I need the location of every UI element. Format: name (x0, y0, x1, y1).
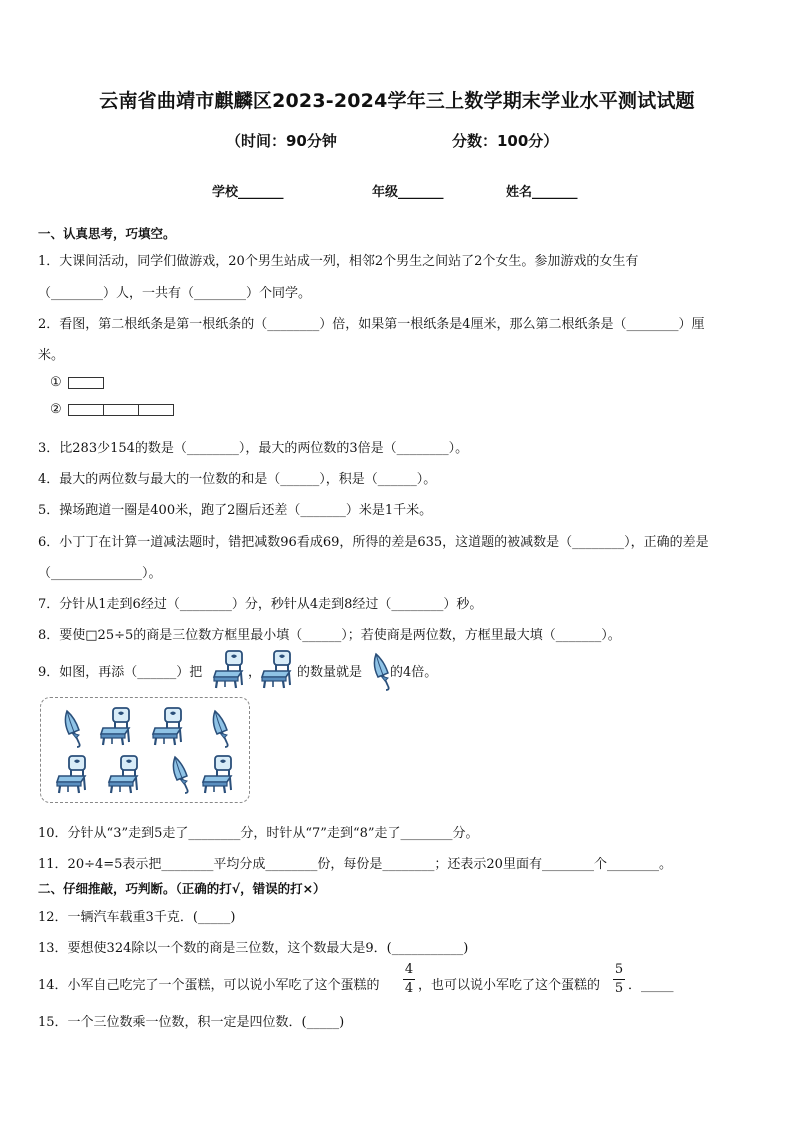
strip-1-label: ① (50, 375, 62, 390)
question-9-part-3: 的数量就是 (297, 665, 363, 680)
fraction-four-fourths (402, 962, 416, 997)
chair-icon (212, 649, 248, 689)
question-9-part-2: ， (248, 665, 262, 680)
chair-icon (107, 754, 143, 794)
strip-segment (68, 377, 104, 389)
section-2-heading: 二、仔细推敲，巧判断。（正确的打√，错误的打×） (38, 881, 326, 896)
umbrella-icon (161, 754, 197, 794)
chair-icon (151, 706, 187, 746)
fraction-bar (613, 979, 625, 980)
question-13: 13．要想使324除以一个数的商是三位数，这个数最大是9．(___________) (38, 941, 469, 956)
strip-segment (138, 404, 174, 416)
chair-icon (99, 706, 135, 746)
umbrella-icon (368, 651, 392, 691)
chair-icon (260, 649, 296, 689)
exam-time: （时间：90分钟 (226, 132, 337, 150)
strip-segment (68, 404, 104, 416)
section-1-heading: 一、认真思考，巧填空。 (38, 226, 176, 241)
question-2-line-2: 米。 (38, 348, 65, 363)
question-8: 8．要使□25÷5的商是三位数方框里最小填（______）；若使商是两位数，方框里最大填（_______）。 (38, 628, 621, 643)
name-field: 姓名_______ (506, 185, 578, 200)
strip-segment (103, 404, 139, 416)
question-14-part-1: 14．小军自己吃完了一个蛋糕，可以说小军吃了这个蛋糕的 (38, 978, 380, 993)
question-9-part-1: 9．如图，再添（______）把 (38, 665, 203, 680)
question-6-line-1: 6．小丁丁在计算一道减法题时，错把减数96看成69，所得的差是635，这道题的被减数是（________），正确的差是 (38, 535, 709, 550)
fraction-five-fifths (612, 962, 626, 997)
fraction-numerator: 5 (614, 962, 624, 977)
question-2-line-1: 2．看图，第二根纸条是第一根纸条的（________）倍，如果第一根纸条是4厘米，那么第二根纸条是（________）厘 (38, 317, 705, 332)
question-10: 10．分针从“3”走到5走了________分，时针从“7”走到“8”走了________分。 (38, 826, 479, 841)
chair-icon (201, 754, 237, 794)
chair-icon (55, 754, 91, 794)
question-12: 12．一辆汽车载重3千克．(_____) (38, 910, 236, 925)
question-9-part-4: 的4倍。 (390, 665, 438, 680)
question-1-line-2: （________）人，一共有（________）个同学。 (38, 286, 312, 301)
question-4: 4．最大的两位数与最大的一位数的和是（______），积是（______）。 (38, 472, 437, 487)
school-field: 学校_______ (212, 185, 284, 200)
question-5: 5．操场跑道一圈是400米，跑了2圈后还差（_______）米是1千米。 (38, 503, 433, 518)
fraction-denominator: 4 (404, 981, 414, 996)
question-7: 7．分针从1走到6经过（________）分，秒针从4走到8经过（________）秒。 (38, 597, 483, 612)
picture-box (40, 697, 250, 803)
question-15: 15．一个三位数乘一位数，积一定是四位数．(_____) (38, 1015, 345, 1030)
question-14-part-3: ．_____ (628, 978, 674, 993)
umbrella-icon (201, 708, 237, 748)
fraction-numerator: 4 (404, 962, 414, 977)
umbrella-icon (53, 708, 89, 748)
fraction-denominator: 5 (614, 981, 624, 996)
question-1-line-1: 1．大课间活动，同学们做游戏，20个男生站成一列，相邻2个男生之间站了2个女生。参加游戏的女生有 (38, 254, 639, 269)
grade-field: 年级_______ (372, 185, 444, 200)
page-title: 云南省曲靖市麒麟区2023-2024学年三上数学期末学业水平测试试题 (99, 90, 695, 112)
question-6-line-2: （______________）。 (38, 566, 162, 581)
fraction-bar (403, 979, 415, 980)
strip-2-label: ② (50, 402, 62, 417)
question-14-part-2: ，也可以说小军吃了这个蛋糕的 (418, 978, 601, 993)
question-11: 11．20÷4=5表示把________平均分成________份，每份是________；还表示20里面有________个________。 (38, 857, 672, 872)
exam-score: 分数：100分） (452, 132, 559, 150)
question-3: 3．比283少154的数是（________），最大的两位数的3倍是（________）。 (38, 441, 469, 456)
